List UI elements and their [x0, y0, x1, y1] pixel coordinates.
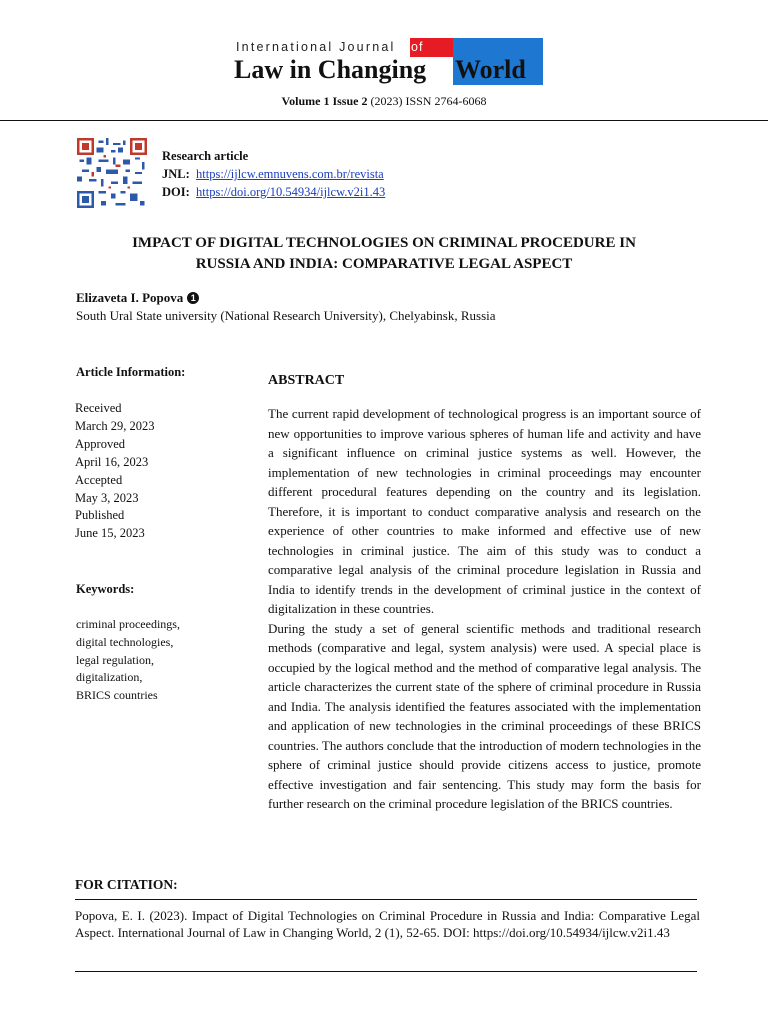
- keyword-item: criminal proceedings,: [76, 617, 180, 631]
- article-title: [60, 233, 708, 275]
- citation-text: Popova, E. I. (2023). Impact of Digital Technologies on Criminal Procedure in Russia and India: Comparative Legal Aspect. International Journal of Law in Changing World, 2 (1), 52-65. DOI: https://doi.org/10.54934/ijlcw.v2i1.43: [75, 908, 700, 940]
- author-affiliation: South Ural State university (National Research University), Chelyabinsk, Russia: [76, 308, 496, 323]
- date-item: June 15, 2023: [75, 526, 145, 541]
- title-line-2: RUSSIA AND INDIA: COMPARATIVE LEGAL ASPECT: [195, 256, 573, 272]
- date-item: Approved: [75, 436, 125, 451]
- keywords-heading: Keywords:: [76, 582, 135, 596]
- date-item: Published: [75, 508, 125, 523]
- journal-logo-of: of: [410, 38, 454, 57]
- journal-logo-top-line: International Journal: [236, 40, 396, 54]
- jnl-label: JNL:: [162, 167, 190, 181]
- title-line-1: IMPACT OF DIGITAL TECHNOLOGIES ON CRIMINAL PROCEDURE IN: [132, 235, 636, 251]
- doi-line: [162, 183, 385, 201]
- jnl-link[interactable]: https://ijlcw.emnuvens.com.br/revista: [196, 167, 384, 181]
- date-item: March 29, 2023: [75, 418, 155, 433]
- article-type: Research article: [162, 149, 249, 163]
- article-meta: [162, 147, 385, 201]
- date-item: Accepted: [75, 472, 123, 487]
- keyword-item: legal regulation,: [76, 652, 154, 667]
- volume-line: [0, 94, 768, 109]
- orcid-icon[interactable]: 1: [187, 292, 199, 304]
- article-info-heading: Article Information:: [76, 365, 186, 379]
- journal-logo-world: World: [455, 55, 526, 84]
- citation-bottom-divider: [75, 971, 697, 972]
- date-item: May 3, 2023: [75, 490, 139, 505]
- abstract-heading: ABSTRACT: [268, 373, 345, 388]
- keyword-item: BRICS countries: [76, 688, 158, 703]
- journal-logo-name: Law in Changing: [234, 55, 427, 84]
- date-item: Received: [75, 401, 122, 415]
- keywords-list: [76, 616, 180, 705]
- author-name: Elizaveta I. Popova: [76, 290, 184, 305]
- citation-top-divider: [75, 899, 697, 900]
- journal-logo-world-block: [453, 38, 543, 85]
- header-divider: [0, 120, 768, 121]
- abstract-paragraph-1: The current rapid development of technological progress is an important source of new opportunities to improve various spheres of human life and activity and have a significant influence on criminal justice systems as well. However, the implementation of new technologies in criminal proceedings may encounter different procedural features depending on the country and its legislation. Therefore, it is important to conduct comparative analysis and research on the experience of other countries to make informed and effective use of new technologies in criminal justice. The aim of this study was to conduct a comparative legal analysis of the criminal procedure legislation in Russia and India to identify trends in the development of criminal justice in the context of digitalization in these countries.: [268, 406, 701, 616]
- jnl-line: [162, 165, 385, 183]
- abstract-paragraph-2: During the study a set of general scientific methods and traditional research methods (comparative and legal, system analysis) were used. A special place is occupied by the logical method and the method of comparative legal analysis. The article characterizes the current state of the sphere of criminal procedure in Russia and India. The analysis identified the features associated with the implementation and application of new technologies in the criminal proceedings of these BRICS countries. The authors conclude that the introduction of modern technologies in the sphere of criminal justice should provide citizens access to justice, promote effective investigation and fair sentencing. This study may form the basis for further research on the criminal procedure legislation of the BRICS countries.: [268, 620, 701, 811]
- doi-label: DOI:: [162, 185, 190, 199]
- doi-link[interactable]: https://doi.org/10.54934/ijlcw.v2i1.43: [196, 185, 386, 199]
- keyword-item: digitalization,: [76, 670, 143, 685]
- abstract-body: [268, 404, 701, 814]
- qr-code-icon: [77, 138, 147, 208]
- citation-heading: FOR CITATION:: [75, 877, 178, 892]
- volume-issn: (2023) ISSN 2764-6068: [367, 94, 487, 108]
- date-item: April 16, 2023: [75, 454, 149, 469]
- author-line: [76, 290, 199, 306]
- volume-issue: Volume 1 Issue 2: [281, 94, 368, 108]
- keyword-item: digital technologies,: [76, 634, 174, 649]
- article-dates: [75, 400, 155, 543]
